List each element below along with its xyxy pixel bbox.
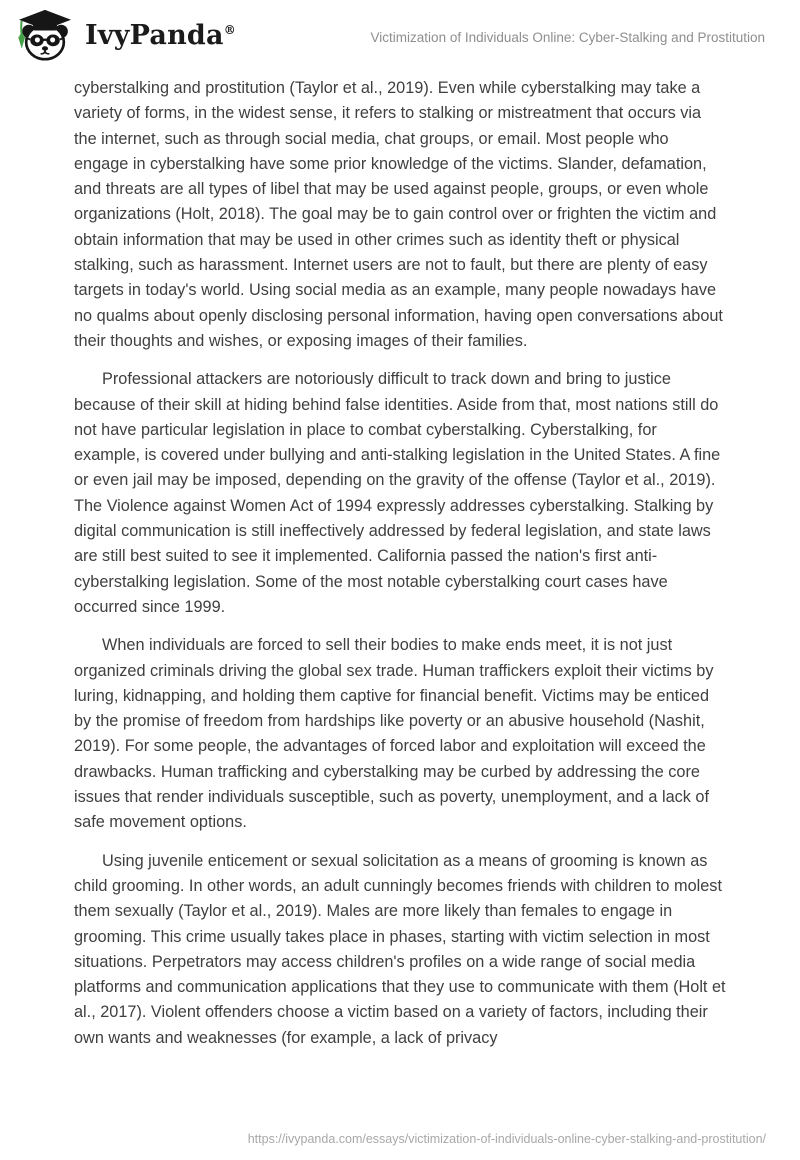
page-title: Victimization of Individuals Online: Cyber-Stalking and Prostitution xyxy=(370,29,765,45)
source-url-link[interactable]: https://ivypanda.com/essays/victimization-of-individuals-online-cyber-stalking-and-prostitution/ xyxy=(247,1132,766,1146)
panda-graduate-icon xyxy=(14,9,76,61)
essay-body xyxy=(0,62,800,1051)
paragraph: When individuals are forced to sell their bodies to make ends meet, it is not just organized criminals driving the global sex trade. Human traffickers exploit their victims by luring, kidnapping, and holding them captive for financial benefit. Victims may be enticed by the promise of freedom from hardships like poverty or an abusive household (Nashit, 2019). For some people, the advantages of forced labor and exploitation will exceed the drawbacks. Human trafficking and cyberstalking may be curbed by addressing the core issues that render individuals susceptible, such as poverty, unemployment, and a lack of safe movement options. xyxy=(74,636,714,832)
paragraph: Using juvenile enticement or sexual solicitation as a means of grooming is known as child grooming. In other words, an adult cunningly becomes friends with children to molest them sexually (Taylor et al., 2019). Males are more likely than females to engage in grooming. This crime usually takes place in phases, starting with victim selection in most situations. Perpetrators may access children's profiles on a wide range of social media platforms and communication applications that they use to communicate with them (Holt et al., 2017). Violent offenders choose a victim based on a variety of factors, including their own wants and weaknesses (for example, a lack of privacy xyxy=(74,851,726,1047)
header xyxy=(0,0,800,62)
ivypanda-logo xyxy=(14,9,236,61)
registered-trademark-symbol: ® xyxy=(223,22,236,37)
logo-wordmark xyxy=(85,19,236,51)
paragraph: Professional attackers are notoriously difficult to track down and bring to justice because of their skill at hiding behind false identities. Aside from that, most nations still do not have particular legislation in place to combat cyberstalking. Cyberstalking, for example, is covered under bullying and anti-stalking legislation in the United States. A fine or even jail may be imposed, depending on the gravity of the offense (Taylor et al., 2019). The Violence against Women Act of 1994 expressly addresses cyberstalking. Stalking by digital communication is still ineffectively addressed by federal legislation, and state laws are still best suited to see it implemented. California passed the nation's first anti-cyberstalking legislation. Some of the most notable cyberstalking court cases have occurred since 1999. xyxy=(74,370,721,616)
logo-wordmark-text: IvyPanda xyxy=(85,19,224,51)
paragraph: cyberstalking and prostitution (Taylor et al., 2019). Even while cyberstalking may take a variety of forms, in the widest sense, it refers to stalking or mistreatment that occurs via the internet, such as through social media, chat groups, or email. Most people who engage in cyberstalking have some prior knowledge of the victims. Slander, defamation, and threats are all types of libel that may be used against people, groups, or even whole organizations (Holt, 2018). The goal may be to gain control over or frighten the victim and obtain information that may be used in other crimes such as identity theft or physical stalking, such as harassment. Internet users are not to fault, but there are plenty of easy targets in today's world. Using social media as an example, many people nowadays have no qualms about openly disclosing personal information, having open conversations about their thoughts and wishes, or exposing images of their families. xyxy=(74,79,723,350)
